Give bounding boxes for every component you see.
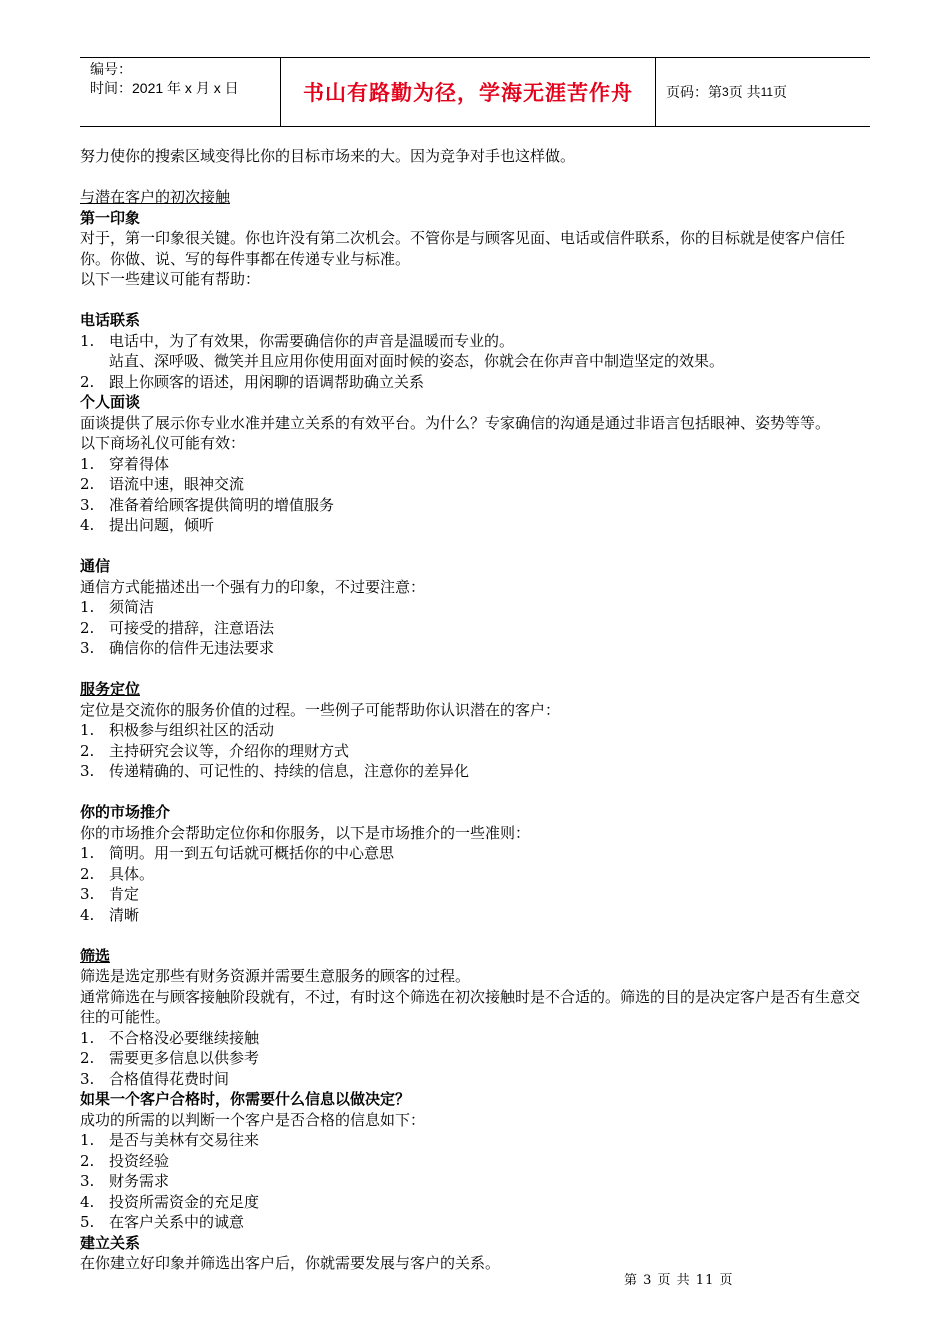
subheading-screening: 筛选 (80, 946, 111, 965)
page-label-suffix: 页 (773, 84, 788, 100)
list-item: 1. 电话中，为了有效果，你需要确信你的声音是温暖而专业的。 (80, 331, 515, 350)
list-item: 3. 传递精确的、可记性的、持续的信息，注意你的差异化 (80, 762, 470, 780)
list-item: 1. 须简洁 (80, 598, 155, 616)
list-item: 4. 清晰 (80, 905, 140, 924)
subheading-first-impression: 第一印象 (80, 208, 141, 227)
subheading-phone-contact: 电话联系 (80, 311, 141, 329)
list-item: 3. 合格值得花费时间 (80, 1069, 230, 1088)
subheading-market-pitch: 你的市场推介 (80, 803, 171, 821)
header-meta (80, 58, 280, 126)
list-item: 2. 跟上你顾客的语述，用闲聊的语调帮助确立关系 (80, 372, 425, 391)
list-item: 3. 财务需求 (80, 1172, 170, 1190)
subheading-qualification-info: 如果一个客户合格时，你需要什么信息以做决定？ (80, 1090, 411, 1108)
list-item: 1. 简明。用一到五句话就可概括你的中心意思 (80, 844, 395, 862)
page-header (80, 57, 870, 127)
list-item: 1. 穿着得体 (80, 454, 170, 473)
list-item: 2. 需要更多信息以供参考 (80, 1049, 260, 1067)
subheading-correspondence: 通信 (80, 557, 111, 575)
header-motto-cell (280, 58, 656, 126)
paragraph: 在你建立好印象并筛选出客户后，你就需要发展与客户的关系。 (80, 1254, 501, 1272)
paragraph: 成功的所需的以判断一个客户是否合格的信息如下： (80, 1110, 426, 1129)
paragraph: 你的市场推介会帮助定位你和你服务，以下是市场推介的一些准则： (80, 823, 531, 842)
header-page-info (656, 58, 870, 126)
subheading-personal-interview: 个人面谈 (80, 393, 141, 411)
document-body (80, 146, 870, 1274)
list-item: 4. 投资所需资金的充足度 (80, 1192, 260, 1211)
paragraph: 以下商场礼仪可能有效： (80, 434, 246, 452)
list-item: 2. 具体。 (80, 864, 155, 883)
paragraph: 面谈提供了展示你专业水准并建立关系的有效平台。为什么？专家确信的沟通是通过非语言包括眼神、姿势等等。 (80, 413, 831, 432)
list-item: 1. 不合格没必要继续接触 (80, 1028, 260, 1047)
paragraph: 通信方式能描述出一个强有力的印象，不过要注意： (80, 577, 426, 596)
page-label-prefix: 页码：第 (666, 84, 722, 100)
list-item: 2. 主持研究会议等，介绍你的理财方式 (80, 741, 350, 760)
paragraph: 对于，第一印象很关键。你也许没有第二次机会。不管你是与顾客见面、电话或信件联系，你的目标就是使客户信任你。你做、说、写的每件事都在传递专业与标准。 (80, 229, 846, 268)
list-item: 2. 语流中速，眼神交流 (80, 475, 245, 493)
list-item: 3. 确信你的信件无违法要求 (80, 639, 275, 657)
list-item: 3. 准备着给顾客提供简明的增值服务 (80, 495, 335, 514)
section-heading-first-contact: 与潜在客户的初次接触 (80, 188, 231, 206)
list-item: 5. 在客户关系中的诚意 (80, 1213, 245, 1231)
paragraph: 筛选是选定那些有财务资源并需要生意服务的顾客的过程。 (80, 967, 471, 985)
list-item: 1. 是否与美林有交易往来 (80, 1131, 260, 1149)
header-motto: 书山有路勤为径，学海无涯苦作舟 (303, 81, 633, 105)
subheading-build-relationship: 建立关系 (80, 1233, 141, 1252)
doc-date-label: 时间：2021 年 x 月 x 日 (90, 80, 239, 96)
list-item: 4. 提出问题，倾听 (80, 516, 215, 534)
page-footer: 第 3 页 共 11 页 (624, 1273, 734, 1288)
paragraph: 以下一些建议可能有帮助： (80, 270, 261, 288)
list-item-continuation: 站直、深呼吸、微笑并且应用你使用面对面时候的姿态，你就会在你声音中制造坚定的效果。 (109, 352, 725, 370)
intro-paragraph: 努力使你的搜索区域变得比你的目标市场来的大。因为竞争对手也这样做。 (80, 147, 576, 165)
page-total: 11 (760, 85, 774, 99)
paragraph: 定位是交流你的服务价值的过程。一些例子可能帮助你认识潜在的客户： (80, 700, 561, 719)
list-item: 2. 可接受的措辞，注意语法 (80, 618, 275, 637)
list-item: 3. 肯定 (80, 885, 140, 903)
page-number: 3 (722, 85, 729, 99)
list-item: 2. 投资经验 (80, 1151, 170, 1170)
subheading-service-positioning: 服务定位 (80, 680, 141, 698)
list-item: 1. 积极参与组织社区的活动 (80, 721, 275, 739)
page-label-mid: 页 共 (728, 84, 761, 100)
paragraph: 通常筛选在与顾客接触阶段就有，不过，有时这个筛选在初次接触时是不合适的。筛选的目的是决定客户是否有生意交往的可能性。 (80, 987, 861, 1026)
doc-number-label: 编号： (90, 61, 132, 77)
